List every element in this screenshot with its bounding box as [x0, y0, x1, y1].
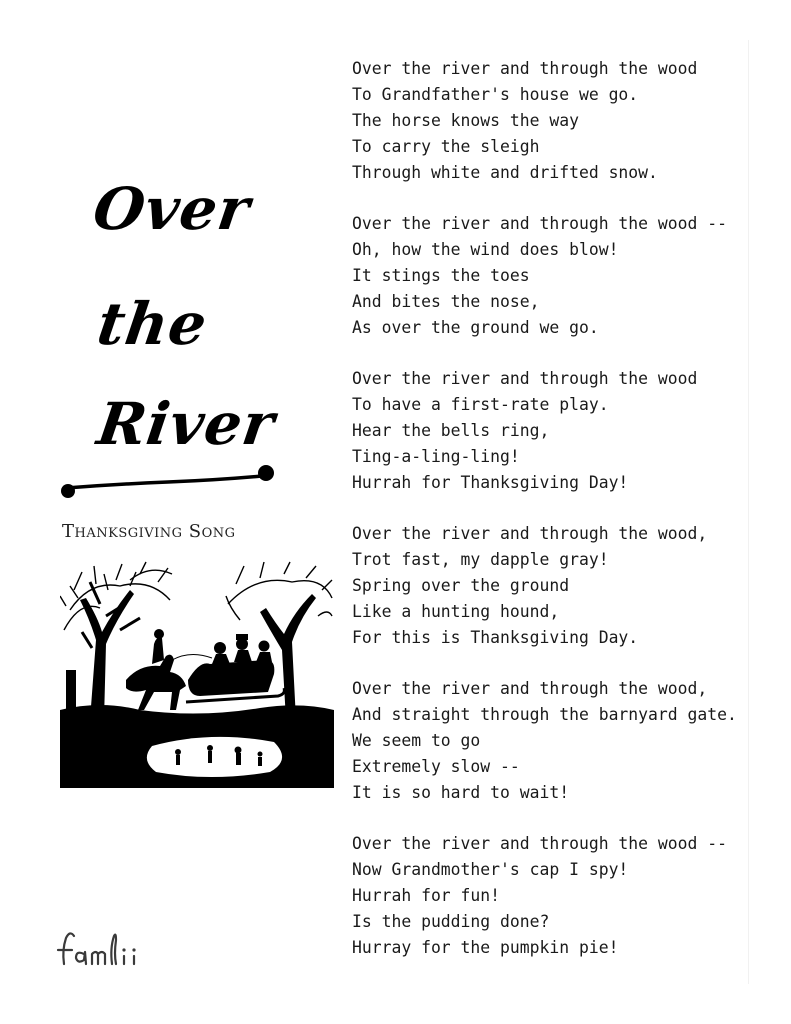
- poem-line: To carry the sleigh: [352, 137, 540, 156]
- poem-line: The horse knows the way: [352, 111, 579, 130]
- poem-line: Over the river and through the wood,: [352, 679, 708, 698]
- poem-line: Hurrah for fun!: [352, 886, 501, 905]
- poem-line: To Grandfather's house we go.: [352, 85, 639, 104]
- poem-line: For this is Thanksgiving Day.: [352, 628, 639, 647]
- poem-line: Over the river and through the wood: [352, 59, 698, 78]
- poem-line: Spring over the ground: [352, 576, 570, 595]
- poem: [352, 56, 752, 986]
- poem-line: Hurrah for Thanksgiving Day!: [352, 473, 629, 492]
- poem-line: We seem to go: [352, 731, 481, 750]
- poem-line: Oh, how the wind does blow!: [352, 240, 619, 259]
- poem-line: And bites the nose,: [352, 292, 540, 311]
- poem-line: Hear the bells ring,: [352, 421, 550, 440]
- poem-line: Through white and drifted snow.: [352, 163, 658, 182]
- title-flourish: [58, 458, 280, 500]
- poem-line: Over the river and through the wood --: [352, 214, 727, 233]
- poem-line: It is so hard to wait!: [352, 783, 570, 802]
- sleigh-silhouette-illustration: [60, 560, 334, 788]
- title-line-over: Over: [89, 175, 255, 243]
- poem-line: Hurray for the pumpkin pie!: [352, 938, 619, 957]
- poem-line: Over the river and through the wood --: [352, 834, 727, 853]
- poem-line: To have a first-rate play.: [352, 395, 609, 414]
- title-line-the: the: [93, 290, 212, 358]
- stanza: [352, 676, 752, 806]
- poem-line: And straight through the barnyard gate.: [352, 705, 737, 724]
- poem-line: Extremely slow --: [352, 757, 520, 776]
- poem-line: Now Grandmother's cap I spy!: [352, 860, 629, 879]
- stanza: [352, 56, 752, 186]
- poem-line: Is the pudding done?: [352, 912, 550, 931]
- stanza: [352, 366, 752, 496]
- famlii-logo: [54, 928, 152, 972]
- stanza: [352, 521, 752, 651]
- stanza: [352, 211, 752, 341]
- poem-line: Over the river and through the wood,: [352, 524, 708, 543]
- poem-line: Over the river and through the wood: [352, 369, 698, 388]
- stanza: [352, 831, 752, 961]
- poem-line: Ting-a-ling-ling!: [352, 447, 520, 466]
- poem-line: Like a hunting hound,: [352, 602, 560, 621]
- poem-line: As over the ground we go.: [352, 318, 599, 337]
- poem-line: It stings the toes: [352, 266, 530, 285]
- poem-line: Trot fast, my dapple gray!: [352, 550, 609, 569]
- title-line-river: River: [93, 390, 280, 458]
- subtitle: Thanksgiving Song: [62, 521, 236, 542]
